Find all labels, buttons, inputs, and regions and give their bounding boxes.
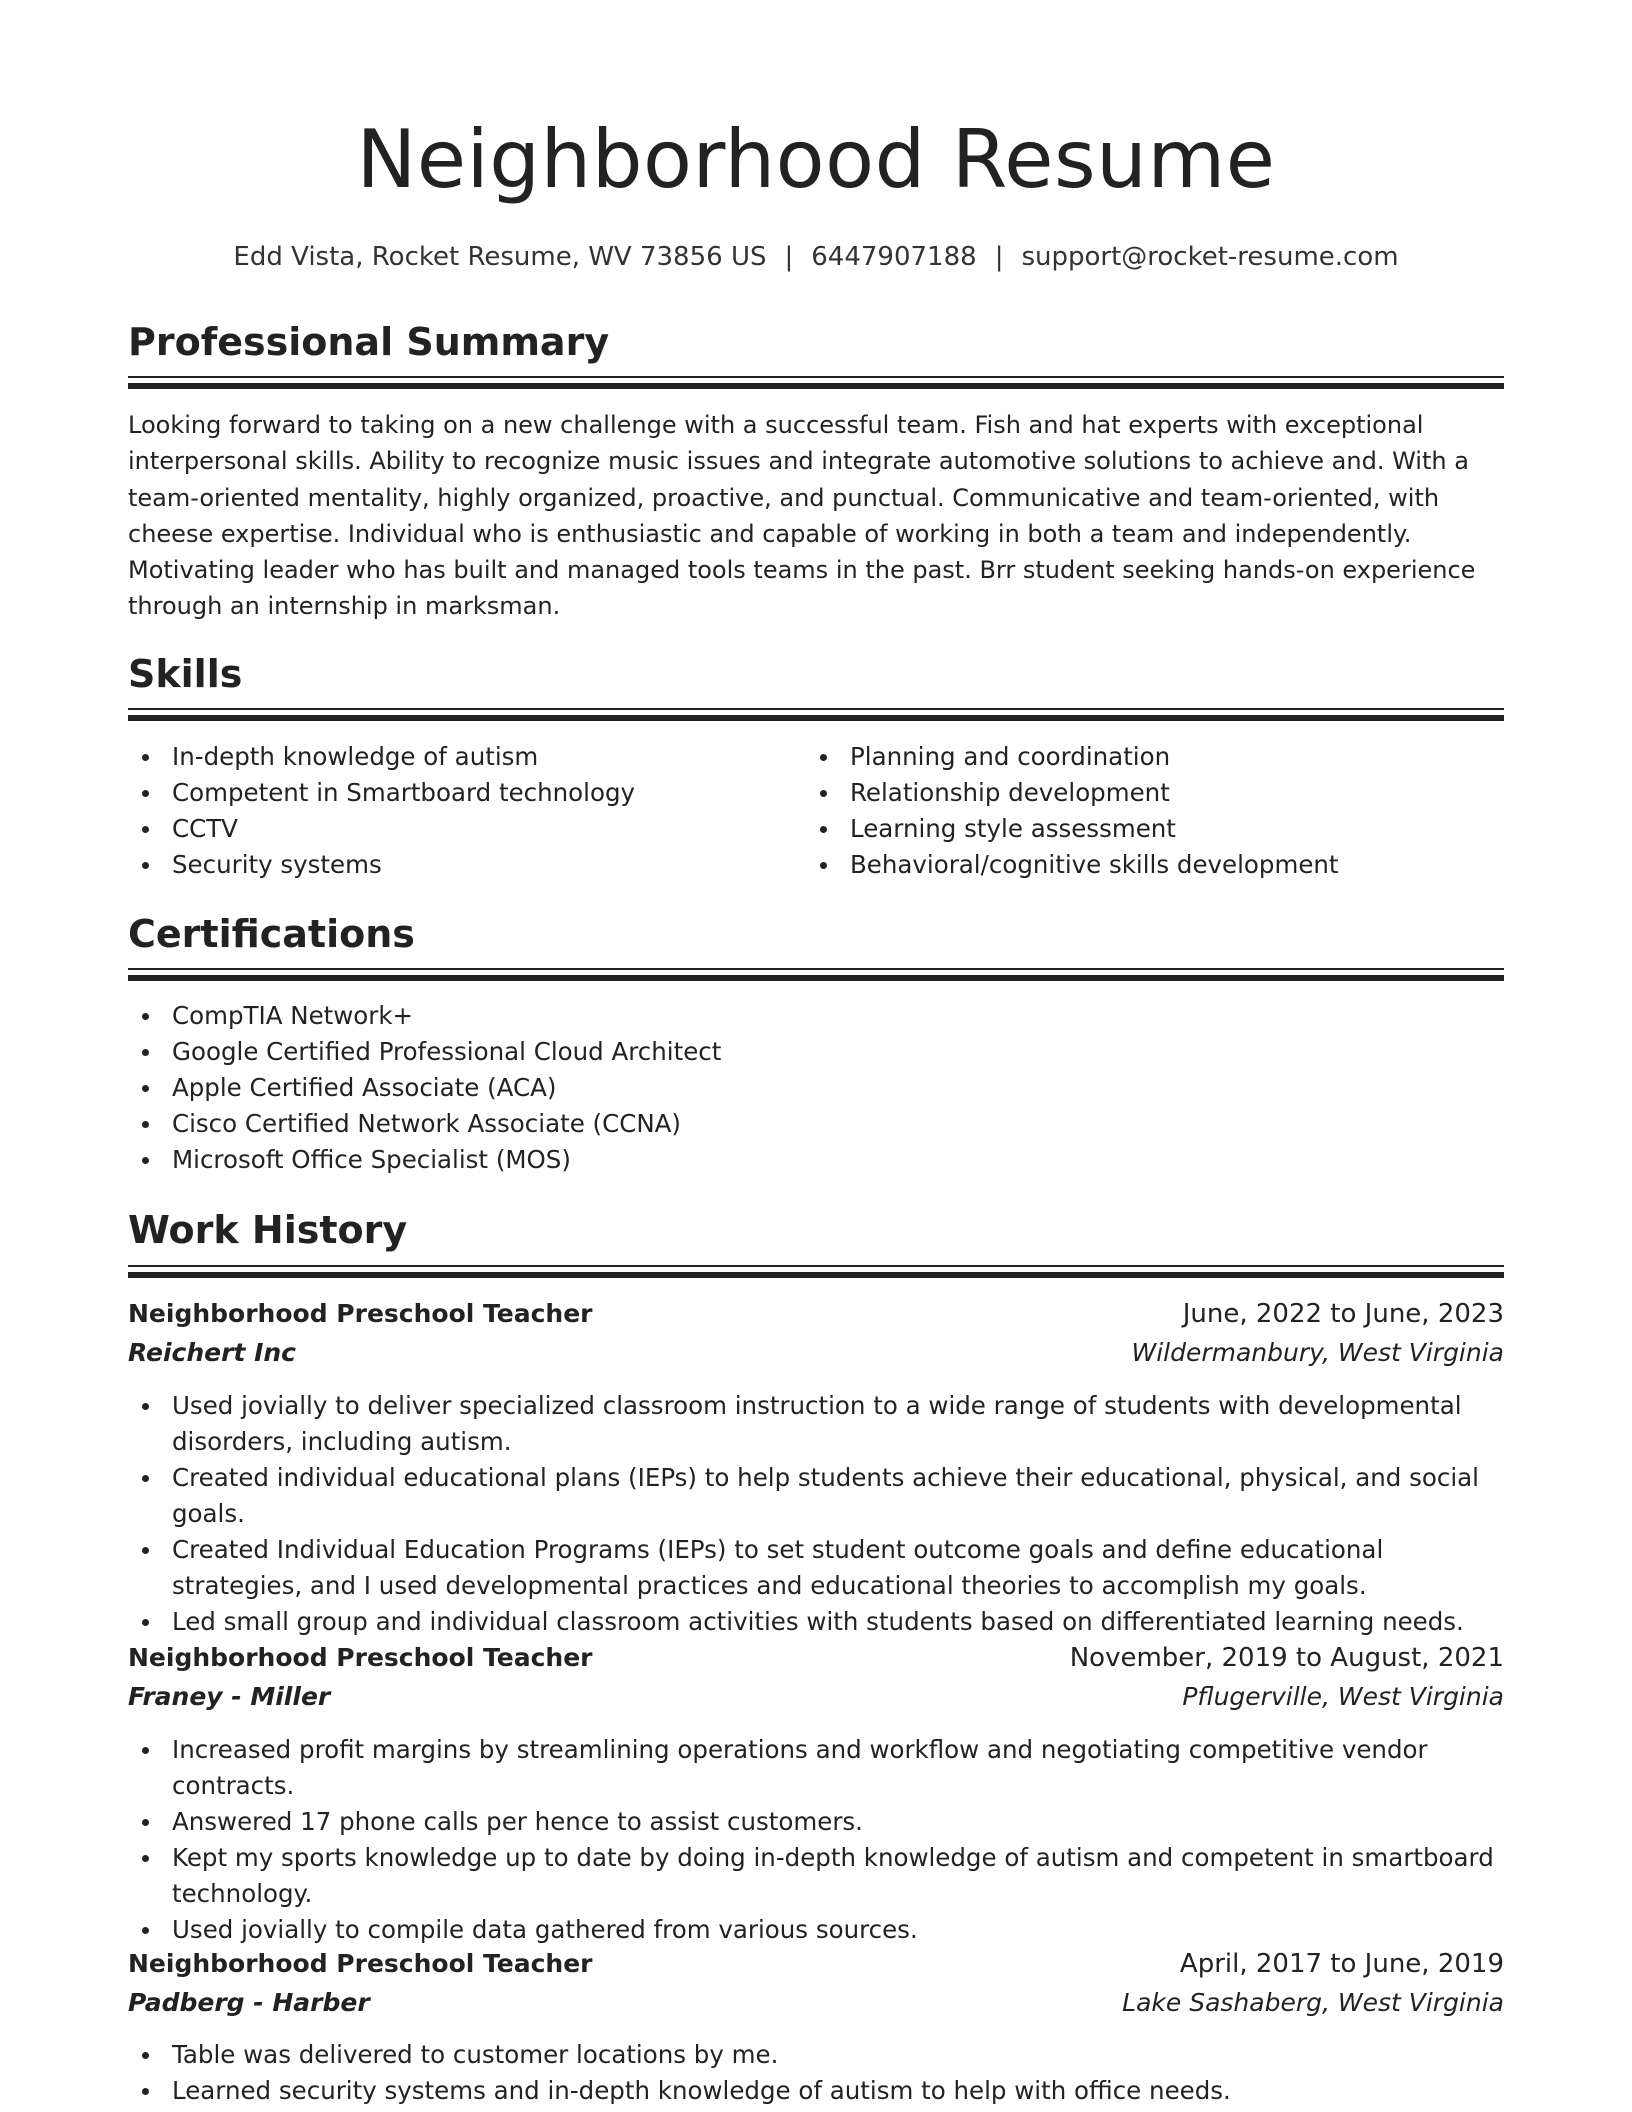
- section-title-skills: Skills: [128, 652, 243, 696]
- skills-list-left: [128, 739, 788, 883]
- section-divider: [128, 708, 1504, 722]
- job-duty: Used jovially to deliver specialized classroom instruction to a wide range of students with developmental disorders, including autism.: [128, 1388, 1518, 1460]
- job-duty: Learned security systems and in-depth knowledge of autism to help with office needs.: [128, 2073, 1518, 2109]
- skill-item: In-depth knowledge of autism: [128, 739, 788, 775]
- job-duty: Increased profit margins by streamlining operations and workflow and negotiating competitive vendor contracts.: [128, 1732, 1518, 1804]
- job-title: Neighborhood Preschool Teacher: [128, 1299, 593, 1328]
- certification-item: Microsoft Office Specialist (MOS): [128, 1142, 1508, 1178]
- job-duties-list: [128, 1732, 1518, 1948]
- contact-separator: |: [784, 242, 794, 272]
- certifications-list: [128, 998, 1508, 1178]
- job-duties-list: [128, 2037, 1518, 2109]
- resume-name: Neighborhood Resume: [356, 113, 1276, 206]
- skills-list-right: [806, 739, 1506, 883]
- contact-email: support@rocket-resume.com: [1021, 242, 1399, 272]
- skill-item: Relationship development: [806, 775, 1506, 811]
- section-title-summary: Professional Summary: [128, 320, 610, 364]
- skill-item: Planning and coordination: [806, 739, 1506, 775]
- job-duty: Table was delivered to customer locations by me.: [128, 2037, 1518, 2073]
- job-dates: June, 2022 to June, 2023: [1182, 1299, 1504, 1329]
- skill-item: Behavioral/cognitive skills development: [806, 847, 1506, 883]
- contact-address: Edd Vista, Rocket Resume, WV 73856 US: [233, 242, 767, 272]
- job-dates: April, 2017 to June, 2019: [1179, 1949, 1504, 1979]
- job-company: Padberg - Harber: [128, 1988, 370, 2017]
- job-location: Pflugerville, West Virginia: [1182, 1682, 1504, 1711]
- skill-item: Learning style assessment: [806, 811, 1506, 847]
- certification-item: Google Certified Professional Cloud Architect: [128, 1034, 1508, 1070]
- job-title: Neighborhood Preschool Teacher: [128, 1949, 593, 1978]
- contact-line: [0, 241, 1632, 273]
- section-title-certifications: Certifications: [128, 912, 415, 956]
- contact-phone: 6447907188: [811, 242, 977, 272]
- certification-item: Apple Certified Associate (ACA): [128, 1070, 1508, 1106]
- job-duty: Answered 17 phone calls per hence to assist customers.: [128, 1804, 1518, 1840]
- contact-separator: |: [994, 242, 1004, 272]
- section-divider: [128, 1265, 1504, 1279]
- job-location: Lake Sashaberg, West Virginia: [1122, 1988, 1504, 2017]
- job-title: Neighborhood Preschool Teacher: [128, 1643, 593, 1672]
- job-company: Reichert Inc: [128, 1338, 297, 1367]
- skill-item: CCTV: [128, 811, 788, 847]
- job-duty: Created individual educational plans (IEPs) to help students achieve their educational, physical, and social goals.: [128, 1460, 1518, 1532]
- job-company: Franey - Miller: [128, 1682, 331, 1711]
- job-dates: November, 2019 to August, 2021: [1069, 1643, 1504, 1673]
- certification-item: CompTIA Network+: [128, 998, 1508, 1034]
- job-duty: Led small group and individual classroom activities with students based on differentiated learning needs.: [128, 1604, 1518, 1640]
- job-duty: Kept my sports knowledge up to date by doing in-depth knowledge of autism and competent in smartboard technology.: [128, 1840, 1518, 1912]
- section-title-work-history: Work History: [128, 1208, 408, 1252]
- job-duty: Used jovially to compile data gathered from various sources.: [128, 1912, 1518, 1948]
- certification-item: Cisco Certified Network Associate (CCNA): [128, 1106, 1508, 1142]
- job-location: Wildermanbury, West Virginia: [1131, 1338, 1504, 1367]
- skill-item: Security systems: [128, 847, 788, 883]
- section-divider: [128, 968, 1504, 982]
- summary-text: Looking forward to taking on a new challenge with a successful team. Fish and hat experts with exceptional interpersonal skills. Ability to recognize music issues and integrate automotive solutions to achieve and. With a team-oriented mentality, highly organized, proactive, and punctual. Communicative and team-oriented, with cheese expertise. Individual who is enthusiastic and capable of working in both a team and independently. Motivating leader who has built and managed tools teams in the past. Brr student seeking hands-on experience through an internship in marksman.: [128, 411, 1476, 621]
- job-duties-list: [128, 1388, 1518, 1640]
- skill-item: Competent in Smartboard technology: [128, 775, 788, 811]
- job-duty: Created Individual Education Programs (IEPs) to set student outcome goals and define educational strategies, and I used developmental practices and educational theories to accomplish my goals.: [128, 1532, 1518, 1604]
- section-divider: [128, 376, 1504, 390]
